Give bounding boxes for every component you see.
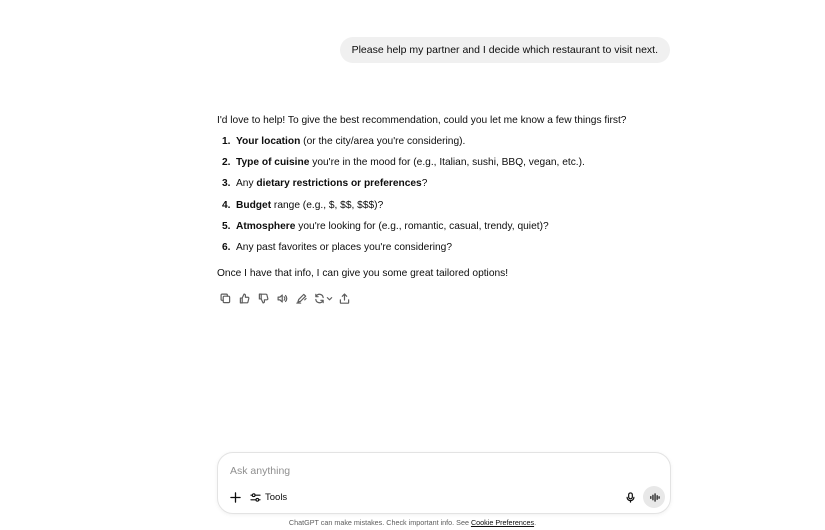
assistant-outro: Once I have that info, I can give you some great tailored options!	[217, 268, 509, 280]
disclaimer-footer: ChatGPT can make mistakes. Check important info. See Cookie Preferences.	[288, 518, 537, 527]
copy-icon	[220, 293, 231, 304]
regenerate-button[interactable]	[311, 291, 335, 306]
question-list	[217, 135, 672, 262]
list-item: 4. Budget range (e.g., $, $$, $$$)?	[222, 199, 384, 211]
voice-mode-button[interactable]	[643, 486, 665, 508]
regenerate-icon	[314, 293, 325, 304]
list-item: 5. Atmosphere you're looking for (e.g., romantic, casual, trendy, quiet)?	[222, 220, 549, 232]
edit-canvas-icon	[296, 293, 307, 304]
edit-canvas-button[interactable]	[292, 291, 311, 306]
thumbs-up-button[interactable]	[235, 291, 254, 306]
thumbs-up-icon	[239, 293, 250, 304]
assistant-message	[217, 114, 672, 281]
assistant-intro: I'd love to help! To give the best recommendation, could you let me know a few things first?	[217, 115, 627, 126]
cookie-preferences-link[interactable]: Cookie Preferences	[470, 518, 535, 527]
list-item: 3. Any dietary restrictions or preferences?	[222, 178, 428, 190]
chevron-down-icon	[326, 295, 333, 302]
microphone-icon	[625, 492, 636, 503]
prompt-input[interactable]	[230, 463, 650, 479]
user-message-bubble: Please help my partner and I decide which restaurant to visit next.	[340, 37, 670, 63]
dictate-button[interactable]	[622, 489, 638, 505]
tools-label: Tools	[265, 491, 288, 503]
copy-button[interactable]	[216, 291, 235, 306]
read-aloud-button[interactable]	[273, 291, 292, 306]
tools-button[interactable]	[250, 489, 287, 505]
thumbs-down-button[interactable]	[254, 291, 273, 306]
read-aloud-icon	[277, 293, 288, 304]
add-attachment-button[interactable]	[227, 489, 243, 505]
message-actions	[216, 291, 354, 306]
list-item: 6. Any past favorites or places you're considering?	[222, 241, 452, 253]
sliders-icon	[250, 492, 261, 503]
list-item: 2. Type of cuisine you're in the mood for (e.g., Italian, sushi, BBQ, vegan, etc.).	[222, 157, 585, 169]
share-icon	[339, 293, 350, 304]
voice-waveform-icon	[649, 492, 660, 503]
list-item: 1. Your location (or the city/area you're considering).	[222, 136, 466, 147]
share-button[interactable]	[335, 291, 354, 306]
composer	[217, 452, 671, 514]
thumbs-down-icon	[258, 293, 269, 304]
plus-icon	[230, 492, 241, 503]
